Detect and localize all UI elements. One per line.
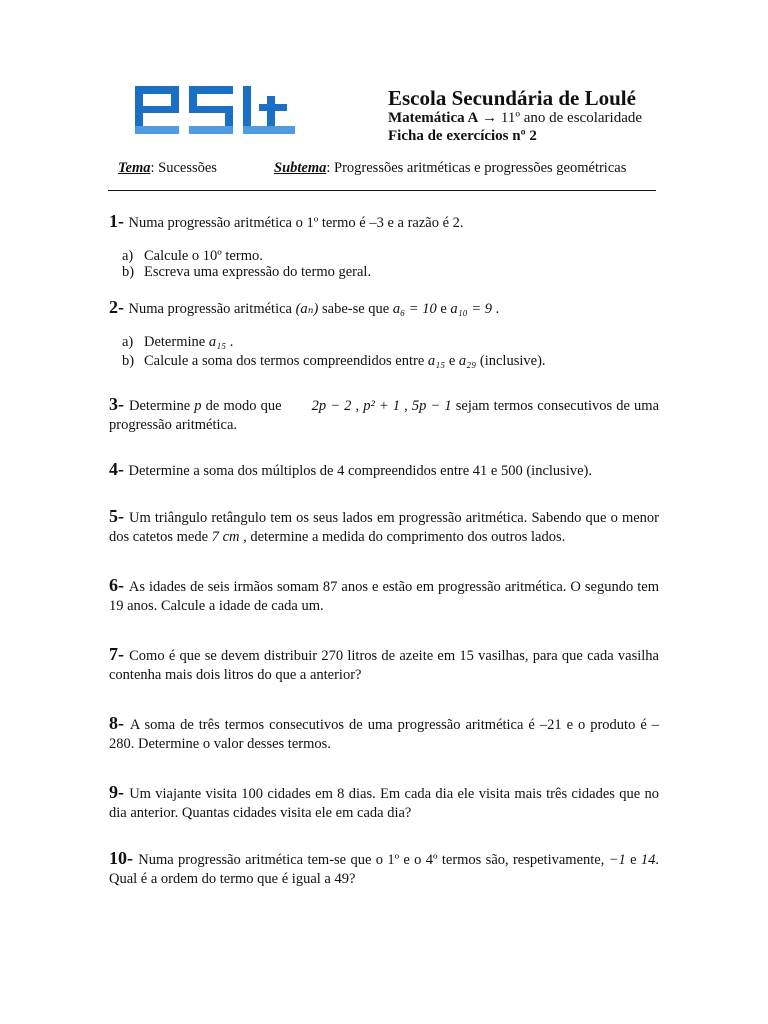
sheet-title: Ficha de exercícios nº 2 — [388, 128, 537, 144]
tema: Tema: Sucessões — [118, 160, 217, 176]
question-9: 9 - Um viajante visita 100 cidades em 8 dias. Em cada dia ele visita mais três cidades que no dia anterior. Quantas cidades visita ele em cada dia? — [109, 783, 659, 823]
question-2-items — [122, 334, 546, 369]
question-6: 6 - As idades de seis irmãos somam 87 anos e estão em progressão aritmética. O segundo tem 19 anos. Calcule a idade de cada um. — [109, 576, 659, 616]
school-logo — [135, 86, 295, 134]
question-7: 7 - Como é que se devem distribuir 270 litros de azeite em 15 vasilhas, para que cada vasilha contenha mais dois litros do que a anterior? — [109, 645, 659, 685]
question-4: 4 - Determine a soma dos múltiplos de 4 compreendidos entre 41 e 500 (inclusive). — [109, 460, 659, 481]
subject: Matemática A — [388, 110, 479, 126]
question-10: 10 - Numa progressão aritmética tem-se que o 1º e o 4º termos são, respetivamente, −1 e 14. Qual é a ordem do termo que é igual a 49? — [109, 849, 659, 889]
list-item: b) Calcule a soma dos termos compreendidos entre a₁₅ e a₂₉ (inclusive). — [122, 353, 546, 369]
subject-line — [388, 110, 642, 127]
arrow-icon: → — [482, 110, 498, 126]
header-divider — [108, 190, 656, 191]
question-2: 2 - Numa progressão aritmética (aₙ) sabe-se que a₆ = 10 e a₁₀ = 9 . — [109, 298, 659, 319]
list-item: a) Determine a₁₅ . — [122, 334, 234, 350]
list-item: a) Calcule o 10º termo. — [122, 248, 263, 264]
question-1-items — [122, 248, 371, 280]
subtema: Subtema: Progressões aritméticas e progressões geométricas — [274, 160, 627, 176]
question-1: 1 - Numa progressão aritmética o 1º termo é –3 e a razão é 2. — [109, 212, 659, 233]
list-item: b) Escreva uma expressão do termo geral. — [122, 264, 372, 280]
school-name: Escola Secundária de Loulé — [388, 86, 636, 110]
grade: 11º ano de escolaridade — [500, 110, 643, 126]
question-3: 3 - Determine p de modo que 2p − 2 , p² + 1 , 5p − 1 sejam termos consecutivos de uma progressão aritmética. — [109, 395, 659, 435]
question-5: 5 - Um triângulo retângulo tem os seus lados em progressão aritmética. Sabendo que o menor dos catetos mede 7 cm , determine a medida do comprimento dos outros lados. — [109, 507, 659, 547]
question-8: 8 - A soma de três termos consecutivos de uma progressão aritmética é –21 e o produto é –280. Determine o valor desses termos. — [109, 714, 659, 754]
